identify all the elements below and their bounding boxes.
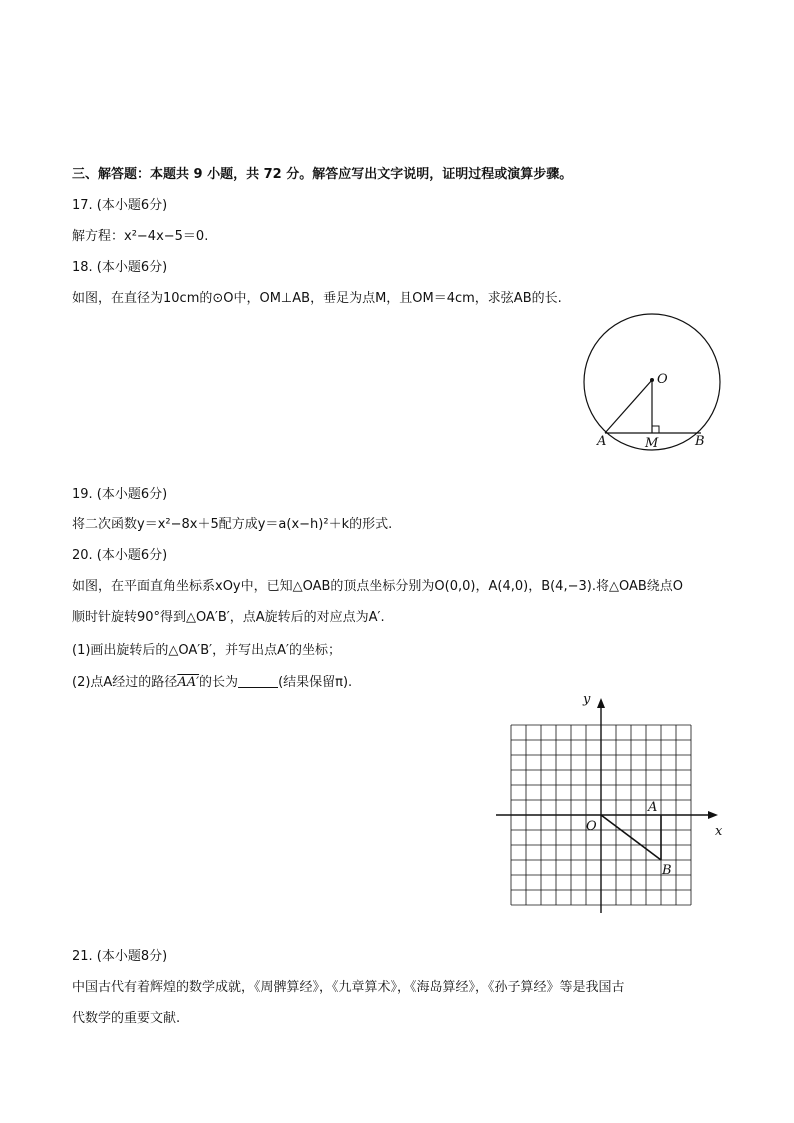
q20-part2-before: (2)点A经过的路径	[72, 675, 178, 690]
right-angle-mark	[652, 426, 659, 433]
label-b: B	[662, 863, 672, 878]
segment-oa	[605, 380, 652, 433]
q20-part1: (1)画出旋转后的△OA′B′，并写出点A′的坐标；	[72, 643, 341, 658]
q19-header: 19. (本小题6分)	[72, 487, 168, 502]
coordinate-grid-figure	[488, 690, 728, 915]
q21-text-line1: 中国古代有着辉煌的数学成就，《周髀算经》，《九章算术》，《海岛算经》，《孙子算经》等是我国古	[72, 980, 625, 995]
q20-text-line1: 如图，在平面直角坐标系xOy中，已知△OAB的顶点坐标分别为O(0,0)，A(4,0)，B(4,−3).将△OAB绕点O	[72, 579, 684, 594]
q18-text: 如图，在直径为10cm的⊙O中，OM⊥AB，垂足为点M，且OM＝4cm，求弦AB的长.	[72, 291, 562, 306]
q17-text: 解方程：x²−4x−5＝0.	[72, 229, 209, 244]
q20-part2-mid: 的长为	[199, 675, 239, 690]
label-b: B	[695, 434, 705, 449]
circle-figure	[575, 310, 730, 455]
label-o: O	[657, 372, 668, 387]
label-a: A	[597, 434, 607, 449]
label-m: M	[645, 436, 659, 451]
q21-text-line2: 代数学的重要文献.	[72, 1011, 181, 1026]
q20-part2	[72, 673, 352, 693]
label-a: A	[648, 800, 658, 815]
q20-part2-arc: AA′	[177, 675, 200, 690]
section-heading: 三、解答题：本题共 9 小题，共 72 分。解答应写出文字说明，证明过程或演算步骤。	[72, 167, 573, 182]
y-axis-arrow	[597, 698, 605, 708]
q21-header: 21. (本小题8分)	[72, 949, 168, 964]
label-x: x	[715, 824, 723, 839]
center-point	[650, 378, 654, 382]
q18-header: 18. (本小题6分)	[72, 260, 168, 275]
q20-header: 20. (本小题6分)	[72, 548, 168, 563]
answer-blank[interactable]	[238, 673, 278, 688]
x-axis-arrow	[708, 811, 718, 819]
q20-text-line2: 顺时针旋转90°得到△OA′B′，点A旋转后的对应点为A′.	[72, 610, 385, 625]
q20-part2-after: (结果保留π).	[278, 675, 353, 690]
label-y: y	[583, 692, 591, 707]
q19-text: 将二次函数y＝x²−8x＋5配方成y＝a(x−h)²＋k的形式.	[72, 517, 393, 532]
q17-header: 17. (本小题6分)	[72, 198, 168, 213]
label-o: O	[586, 819, 597, 834]
